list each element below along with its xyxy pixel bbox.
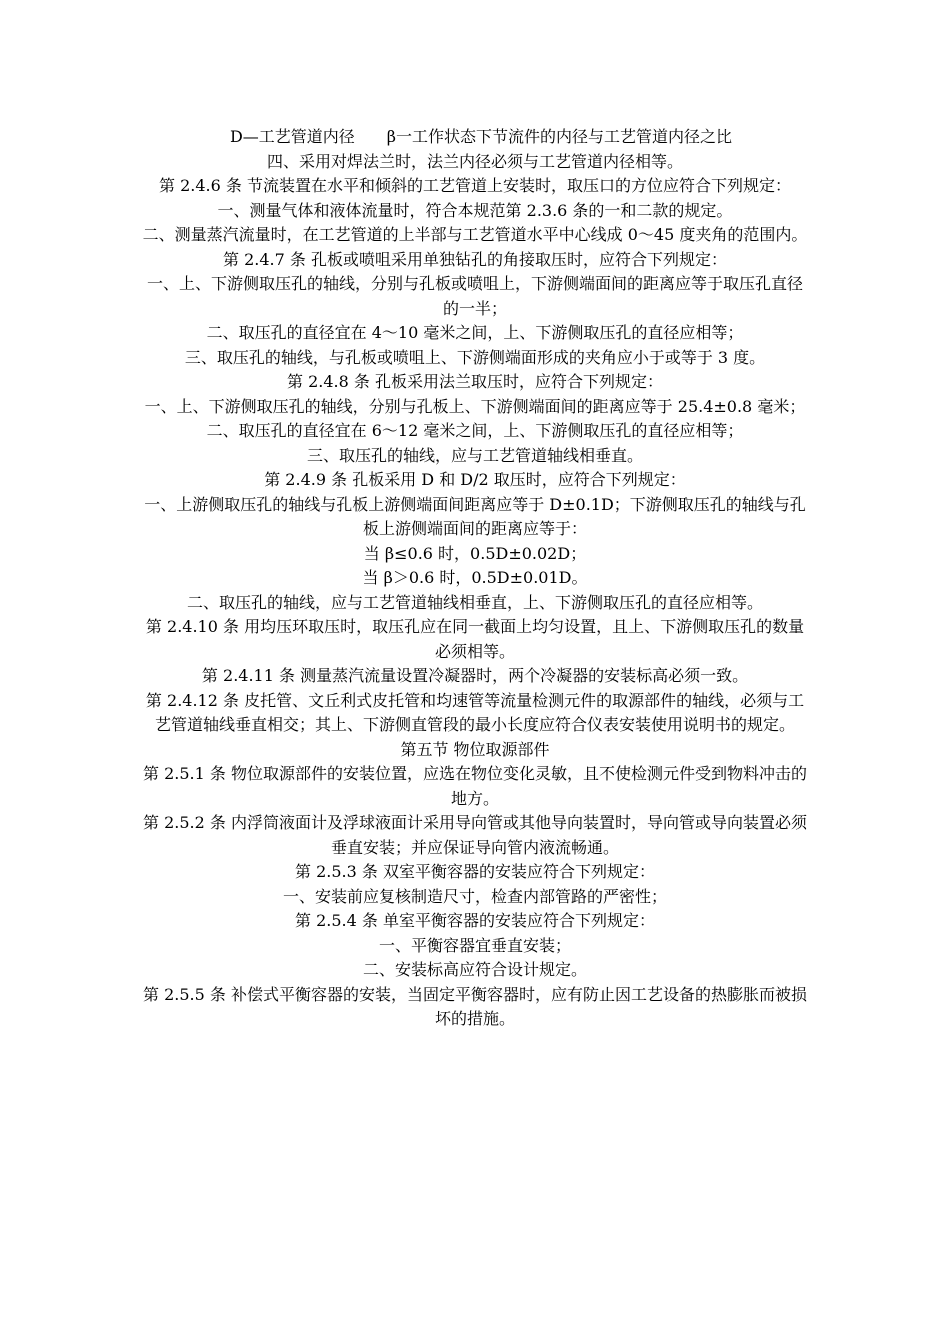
clause-2-5-4-item-2: 二、安装标高应符合设计规定。 [362,960,587,979]
clause-2-4-9: 第 2.4.9 条 孔板采用 D 和 D/2 取压时，应符合下列规定： [264,470,686,489]
clause-2-4-9-condition-2: 当 β＞0.6 时，0.5D±0.01D。 [362,568,588,587]
clause-2-5-3-item-1: 一、安装前应复核制造尺寸，检查内部管路的严密性； [282,886,667,906]
clause-2-4-6-item-1: 一、测量气体和液体流量时，符合本规范第 2.3.6 条的一和二款的规定。 [217,200,733,220]
clause-2-4-12: 第 2.4.12 条 皮托管、文丘利式皮托管和均速管等流量检测元件的取源部件的轴线，必须与工艺管道轴线垂直相交；其上、下游侧直管段的最小长度应符合仪表安装使用说明书的规定。 [145,690,805,734]
clause-2-4-8-item-2: 二、取压孔的直径宜在 6～12 毫米之间，上、下游侧取压孔的直径应相等； [206,421,744,440]
clause-2-5-4: 第 2.5.4 条 单室平衡容器的安装应符合下列规定： [295,911,655,930]
clause-2-4-8-item-1: 一、上、下游侧取压孔的轴线，分别与孔板上、下游侧端面间的距离应等于 25.4±0.8 毫米； [144,396,806,416]
clause-2-4-7-item-2: 二、取压孔的直径宜在 4～10 毫米之间，上、下游侧取压孔的直径应相等； [206,323,744,342]
clause-2-4-8-item-3: 三、取压孔的轴线，应与工艺管道轴线相垂直。 [306,445,643,465]
clause-2-5-5: 第 2.5.5 条 补偿式平衡容器的安装，当固定平衡容器时，应有防止因工艺设备的热膨胀而被损坏的措施。 [143,984,807,1028]
clause-2-4-6: 第 2.4.6 条 节流装置在水平和倾斜的工艺管道上安装时，取压口的方位应符合下列规定： [159,176,791,195]
clause-2-4-9-condition-1: 当 β≤0.6 时，0.5D±0.02D； [363,543,587,563]
clause-2-5-3: 第 2.5.3 条 双室平衡容器的安装应符合下列规定： [295,862,655,881]
clause-2-4-7-item-1: 一、上、下游侧取压孔的轴线，分别与孔板或喷咀上，下游侧端面间的距离应等于取压孔直径的一半； [146,274,803,318]
clause-2-4-10: 第 2.4.10 条 用均压环取压时，取压孔应在同一截面上均匀设置，且上、下游侧取压孔的数量必须相等。 [145,617,805,661]
clause-2-4-9-item-2: 二、取压孔的轴线，应与工艺管道轴线相垂直，上、下游侧取压孔的直径应相等。 [186,592,763,612]
document-body [140,125,810,1032]
formula-variable-definition: D—工艺管道内径 β一工作状态下节流件的内径与工艺管道内径之比 [229,127,733,146]
clause-2-5-2: 第 2.5.2 条 内浮筒液面计及浮球液面计采用导向管或其他导向装置时，导向管或导向装置必须垂直安装；并应保证导向管内液流畅通。 [143,813,807,857]
paragraph-flange-inner-diameter: 四、采用对焊法兰时，法兰内径必须与工艺管道内径相等。 [266,151,683,171]
clause-2-5-1: 第 2.5.1 条 物位取源部件的安装位置，应选在物位变化灵敏，且不使检测元件受到物料冲击的地方。 [143,764,807,808]
clause-2-5-4-item-1: 一、平衡容器宜垂直安装； [378,935,571,955]
clause-2-4-7: 第 2.4.7 条 孔板或喷咀采用单独钻孔的角接取压时，应符合下列规定： [223,249,727,269]
clause-2-4-11: 第 2.4.11 条 测量蒸汽流量设置冷凝器时，两个冷凝器的安装标高必须一致。 [201,666,749,685]
clause-2-4-9-item-1: 一、上游侧取压孔的轴线与孔板上游侧端面间距离应等于 D±0.1D；下游侧取压孔的轴线与孔板上游侧端面间的距离应等于： [144,494,806,538]
section-heading-level: 第五节 物位取源部件 [400,739,550,759]
clause-2-4-6-item-2: 二、测量蒸汽流量时，在工艺管道的上半部与工艺管道水平中心线成 0～45 度夹角的范围内。 [142,225,808,244]
clause-2-4-8: 第 2.4.8 条 孔板采用法兰取压时，应符合下列规定： [287,372,663,391]
clause-2-4-7-item-3: 三、取压孔的轴线，与孔板或喷咀上、下游侧端面形成的夹角应小于或等于 3 度。 [184,347,766,367]
